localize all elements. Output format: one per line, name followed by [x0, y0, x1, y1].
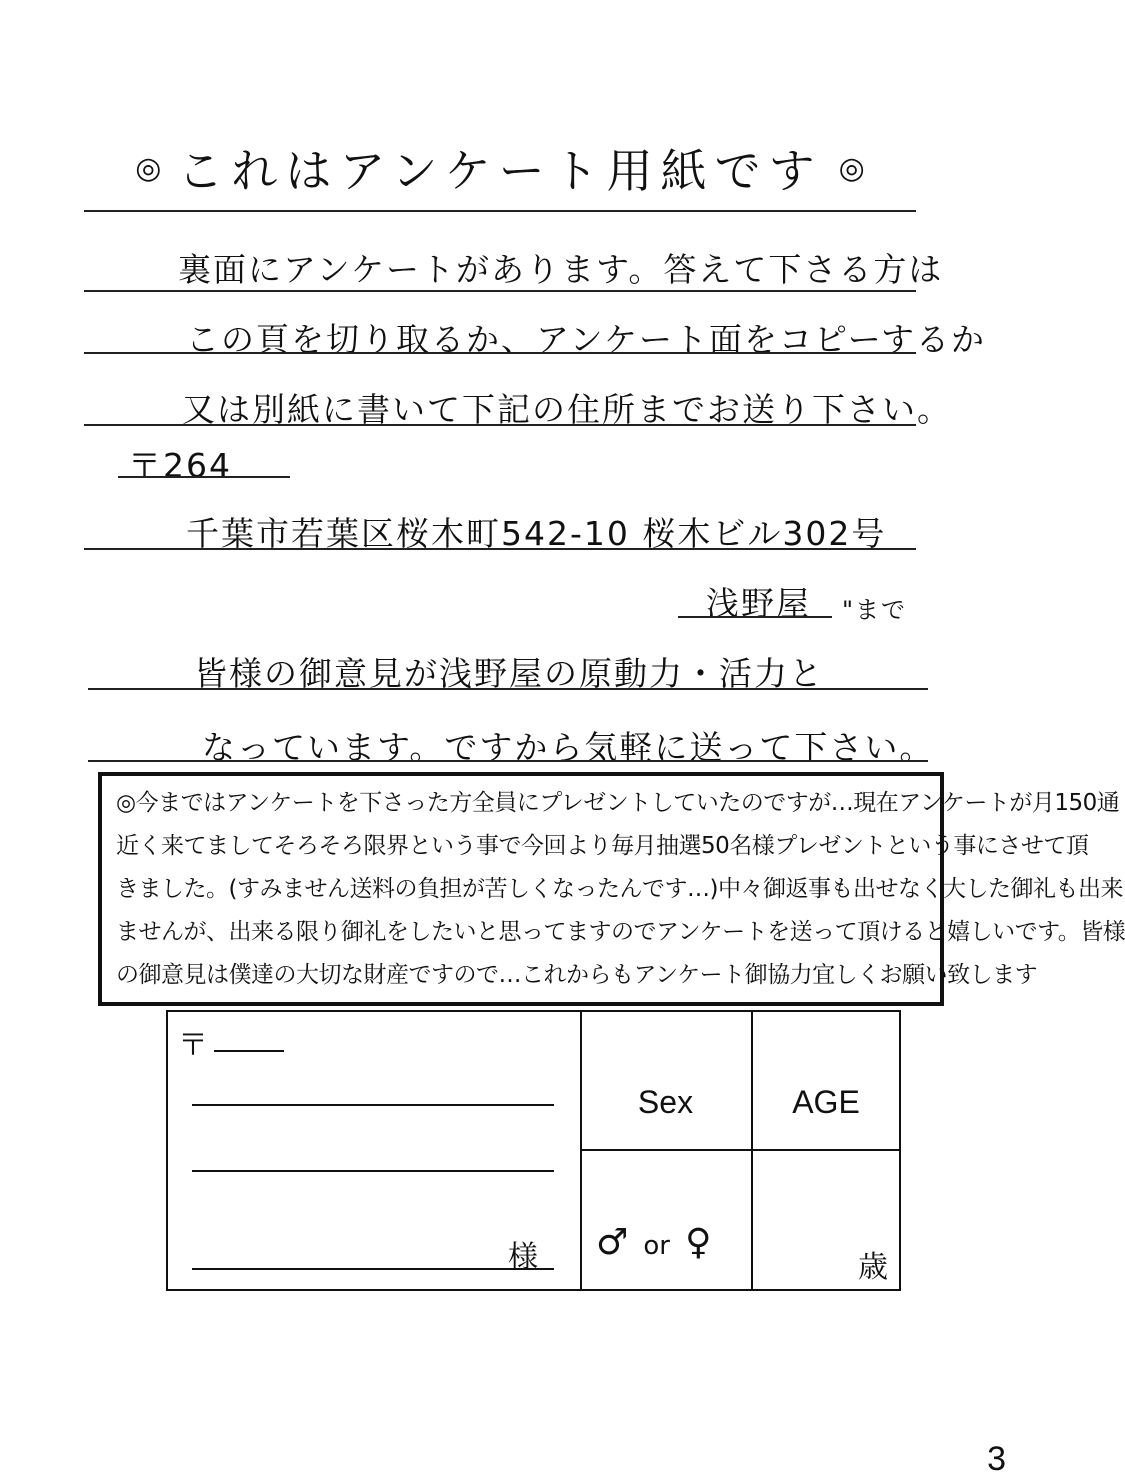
page-title — [0, 138, 1000, 198]
message-line-2: なっています。ですから気軽に送って下さい。 — [202, 728, 935, 767]
ruled-line — [84, 352, 916, 354]
instruction-line-1: 裏面にアンケートがあります。答えて下さる方は — [178, 250, 944, 289]
address-field-1[interactable] — [192, 1104, 554, 1106]
sex-label: Sex — [637, 1084, 694, 1120]
postal-code: 〒264 — [128, 446, 232, 485]
age-unit: 歳 — [858, 1250, 888, 1285]
message-line-1: 皆様の御意見が浅野屋の原動力・活力と — [194, 654, 824, 693]
postal-underline — [118, 476, 290, 478]
name-field[interactable] — [192, 1268, 554, 1270]
ruled-line — [84, 548, 916, 550]
page-number: 3 — [987, 1440, 1006, 1478]
notice-line: ◎今まではアンケートを下さった方全員にプレゼントしていたのですが…現在アンケートが月150通 — [116, 790, 1120, 816]
postal-mark: 〒 — [178, 1028, 208, 1063]
recipient-underline — [678, 616, 832, 618]
address-field-2[interactable] — [192, 1170, 554, 1172]
postal-field[interactable] — [214, 1050, 284, 1052]
female-symbol: ♀ — [685, 1222, 712, 1263]
age-label: AGE — [792, 1084, 860, 1120]
spiral-ornament-left: ◎ — [135, 150, 162, 186]
title-text: これはアンケート用紙です — [177, 144, 823, 198]
recipient-suffix: "まで — [842, 596, 908, 624]
spiral-ornament-right: ◎ — [838, 150, 865, 186]
ruled-line — [88, 760, 928, 762]
reply-form — [166, 1010, 901, 1291]
sex-field[interactable] — [596, 1222, 711, 1263]
ruled-line — [84, 424, 916, 426]
street-address: 千葉市若葉区桜木町542-10 桜木ビル302号 — [186, 514, 887, 553]
sex-or-text: or — [643, 1231, 670, 1261]
form-divider — [580, 1149, 901, 1151]
notice-line: 近く来てましてそろそろ限界という事で今回より毎月抽選50名様プレゼントという事にさせて頂 — [116, 833, 1089, 859]
ruled-line — [88, 688, 928, 690]
instruction-line-3: 又は別紙に書いて下記の住所までお送り下さい。 — [182, 390, 952, 429]
instruction-line-2: この頁を切り取るか、アンケート面をコピーするか — [186, 320, 987, 359]
recipient-name: 浅野屋 — [706, 584, 811, 623]
notice-box — [98, 772, 1125, 1006]
notice-line: ませんが、出来る限り御礼をしたいと思ってますのでアンケートを送って頂けると嬉しいです。皆様 — [116, 919, 1125, 945]
notice-line: の御意見は僕達の大切な財産ですので…これからもアンケート御協力宜しくお願い致します — [116, 962, 1038, 988]
honorific-label: 様 — [508, 1240, 538, 1275]
title-underline — [84, 210, 916, 212]
male-symbol: ♂ — [596, 1222, 629, 1263]
ruled-line — [84, 290, 916, 292]
notice-line: きました。(すみません送料の負担が苦しくなったんです…)中々御返事も出せなく大した御礼も出来 — [116, 876, 1123, 902]
